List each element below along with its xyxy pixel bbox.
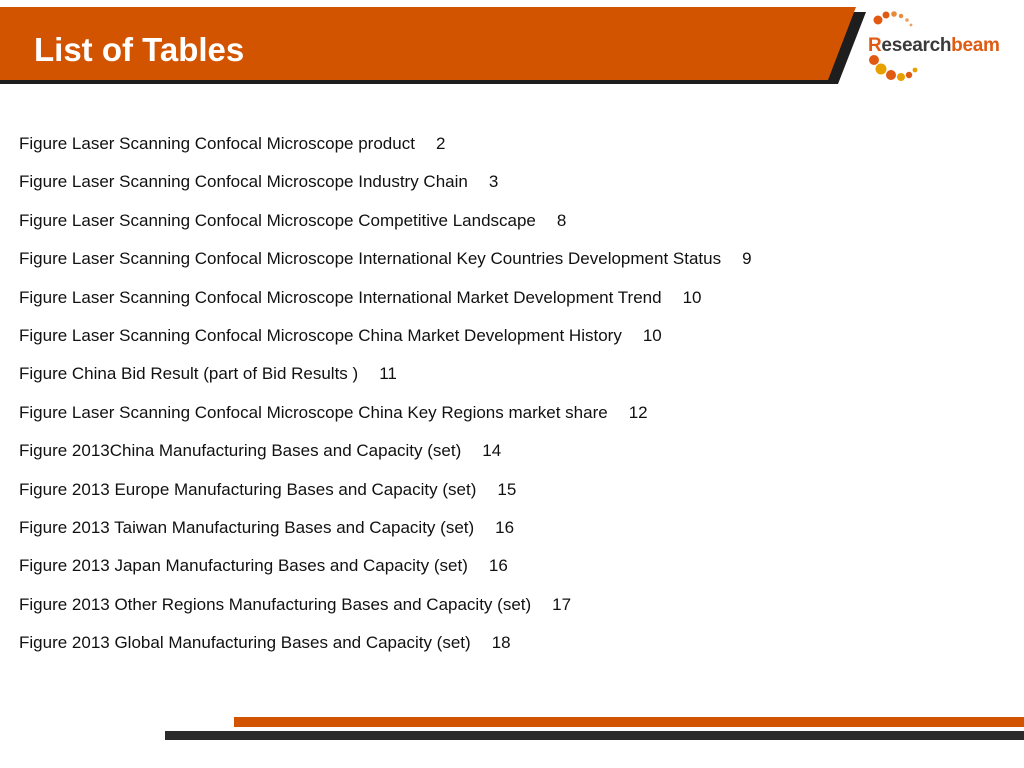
list-item <box>19 432 752 470</box>
logo-wordmark-middle: esearch <box>881 35 952 56</box>
list-item-page: 10 <box>642 325 662 345</box>
list-item-page: 9 <box>742 249 752 269</box>
list-item-label: Figure 2013 Other Regions Manufacturing Bases and Capacity (set) <box>19 594 532 614</box>
list-item <box>19 394 752 432</box>
list-item-page: 11 <box>379 364 397 384</box>
list-item-page: 8 <box>556 210 567 230</box>
list-item <box>19 202 752 240</box>
logo-wordmark-suffix: beam <box>951 35 1000 56</box>
list-item-page: 3 <box>488 172 499 192</box>
logo-wordmark-prefix: R <box>868 35 882 56</box>
list-item-page: 14 <box>482 441 502 461</box>
list-item-label: Figure 2013 Europe Manufacturing Bases and Capacity (set) <box>19 479 477 499</box>
list-item-label: Figure Laser Scanning Confocal Microscope Competitive Landscape <box>19 210 536 230</box>
list-item-label: Figure Laser Scanning Confocal Microscope China Key Regions market share <box>19 402 608 422</box>
list-item <box>19 279 752 317</box>
list-item <box>19 355 752 393</box>
list-item-label: Figure China Bid Result (part of Bid Results ) <box>19 364 359 384</box>
list-item-page: 2 <box>435 134 446 153</box>
footer-accent-bar <box>234 717 1024 727</box>
list-item <box>19 471 752 509</box>
list-item-page: 16 <box>488 556 508 576</box>
list-item <box>19 125 752 163</box>
list-item <box>19 163 752 201</box>
list-item <box>19 240 752 278</box>
list-item-label: Figure Laser Scanning Confocal Microscope China Market Development History <box>19 325 622 345</box>
table-list <box>19 125 752 662</box>
list-item-page: 10 <box>682 287 702 307</box>
list-item-label: Figure 2013China Manufacturing Bases and Capacity (set) <box>19 441 462 461</box>
list-item-label: Figure 2013 Global Manufacturing Bases and Capacity (set) <box>19 633 471 653</box>
list-item-label: Figure Laser Scanning Confocal Microscope Industry Chain <box>19 172 468 192</box>
list-item <box>19 624 752 662</box>
logo-wordmark <box>868 34 1000 58</box>
list-item-page: 16 <box>495 517 515 537</box>
list-item-label: Figure Laser Scanning Confocal Microscope product <box>19 134 415 153</box>
list-item <box>19 509 752 547</box>
list-item <box>19 547 752 585</box>
list-item-page: 18 <box>491 633 511 653</box>
list-item-page: 12 <box>628 402 648 422</box>
list-item-label: Figure Laser Scanning Confocal Microscope International Market Development Trend <box>19 287 662 307</box>
list-item-page: 17 <box>552 594 572 614</box>
list-item-label: Figure 2013 Japan Manufacturing Bases and Capacity (set) <box>19 556 468 576</box>
list-item <box>19 317 752 355</box>
footer-dark-bar <box>165 731 1024 740</box>
list-item-label: Figure 2013 Taiwan Manufacturing Bases and Capacity (set) <box>19 517 475 537</box>
list-item-label: Figure Laser Scanning Confocal Microscope International Key Countries Development Status <box>19 249 722 269</box>
page-title: List of Tables <box>34 31 245 68</box>
list-item <box>19 586 752 624</box>
list-item-page: 15 <box>497 479 517 499</box>
